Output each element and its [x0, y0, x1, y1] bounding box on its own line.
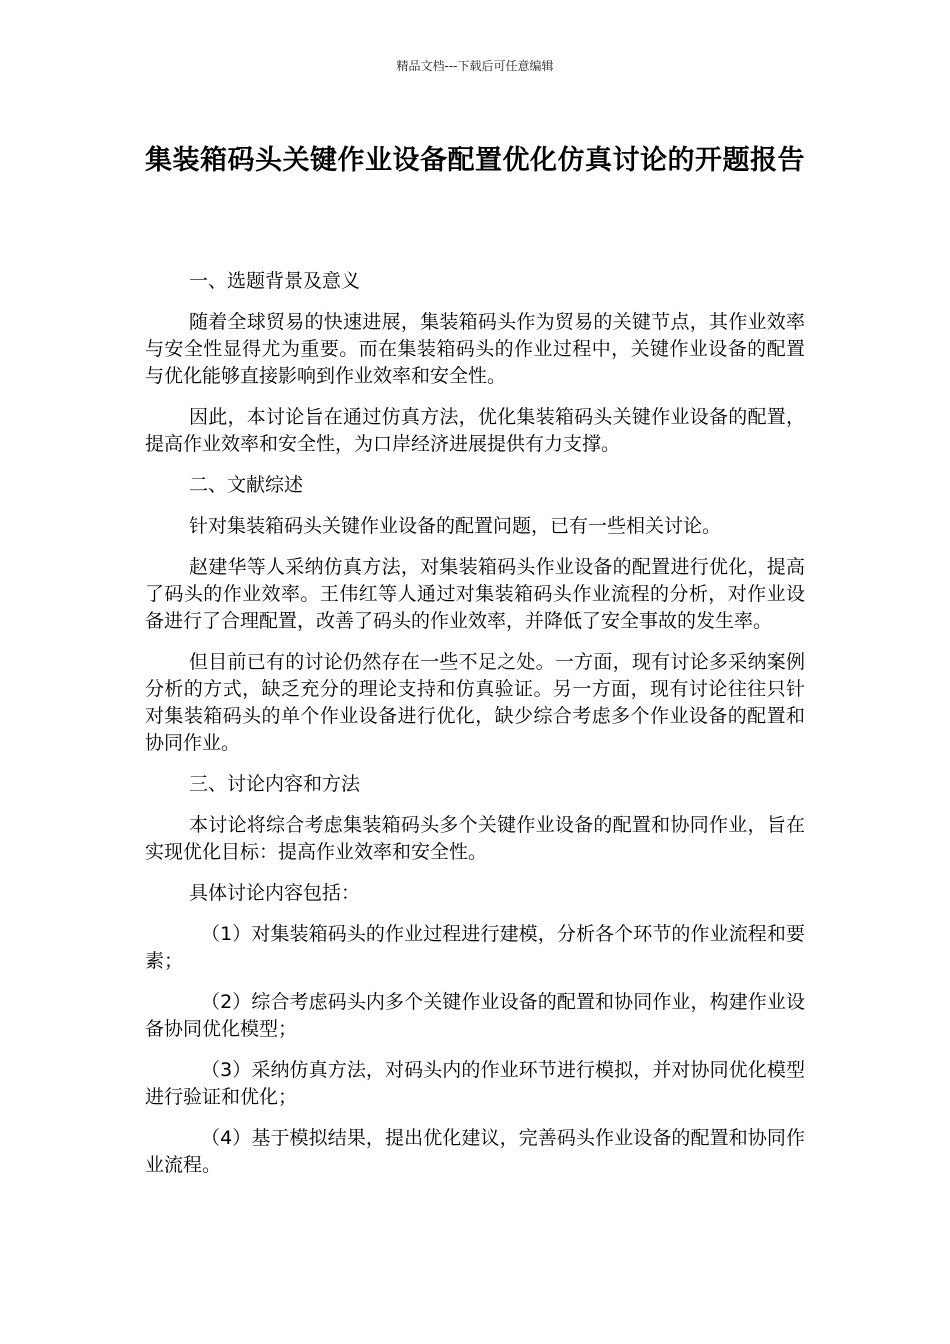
list-item: （2）综合考虑码头内多个关键作业设备的配置和协同作业，构建作业设备协同优化模型；	[145, 991, 805, 1040]
section-heading-literature: 二、文献综述	[189, 474, 304, 496]
paragraph: 针对集装箱码头关键作业设备的配置问题，已有一些相关讨论。	[189, 515, 722, 537]
section-heading-background: 一、选题背景及意义	[189, 270, 361, 292]
paragraph: 但目前已有的讨论仍然存在一些不足之处。一方面，现有讨论多采纳案例分析的方式，缺乏充分的理论支持和仿真验证。另一方面，现有讨论往往只针对集装箱码头的单个作业设备进行优化，缺少综合考虑多个作业设备的配置和协同作业。	[145, 651, 805, 754]
document-body	[145, 268, 805, 1193]
section-heading-methods: 三、讨论内容和方法	[189, 773, 361, 795]
paragraph: 本讨论将综合考虑集装箱码头多个关键作业设备的配置和协同作业，旨在实现优化目标：提高作业效率和安全性。	[145, 814, 805, 863]
list-item: （3）采纳仿真方法，对码头内的作业环节进行模拟，并对协同优化模型进行验证和优化；	[145, 1059, 805, 1108]
paragraph: 随着全球贸易的快速进展，集装箱码头作为贸易的关键节点，其作业效率与安全性显得尤为重要。而在集装箱码头的作业过程中，关键作业设备的配置与优化能够直接影响到作业效率和安全性。	[145, 311, 805, 387]
list-item: （4）基于模拟结果，提出优化建议，完善码头作业设备的配置和协同作业流程。	[145, 1127, 805, 1176]
paragraph: 因此，本讨论旨在通过仿真方法，优化集装箱码头关键作业设备的配置，提高作业效率和安全性，为口岸经济进展提供有力支撑。	[145, 406, 805, 455]
paragraph: 赵建华等人采纳仿真方法，对集装箱码头作业设备的配置进行优化，提高了码头的作业效率。王伟红等人通过对集装箱码头作业流程的分析，对作业设备进行了合理配置，改善了码头的作业效率，并降低了安全事故的发生率。	[145, 556, 805, 632]
list-item: （1）对集装箱码头的作业过程进行建模，分析各个环节的作业流程和要素；	[145, 923, 805, 972]
header-note: 精品文档---下载后可任意编辑	[396, 59, 554, 73]
document-title: 集装箱码头关键作业设备配置优化仿真讨论的开题报告	[145, 145, 805, 176]
paragraph: 具体讨论内容包括：	[189, 882, 361, 904]
